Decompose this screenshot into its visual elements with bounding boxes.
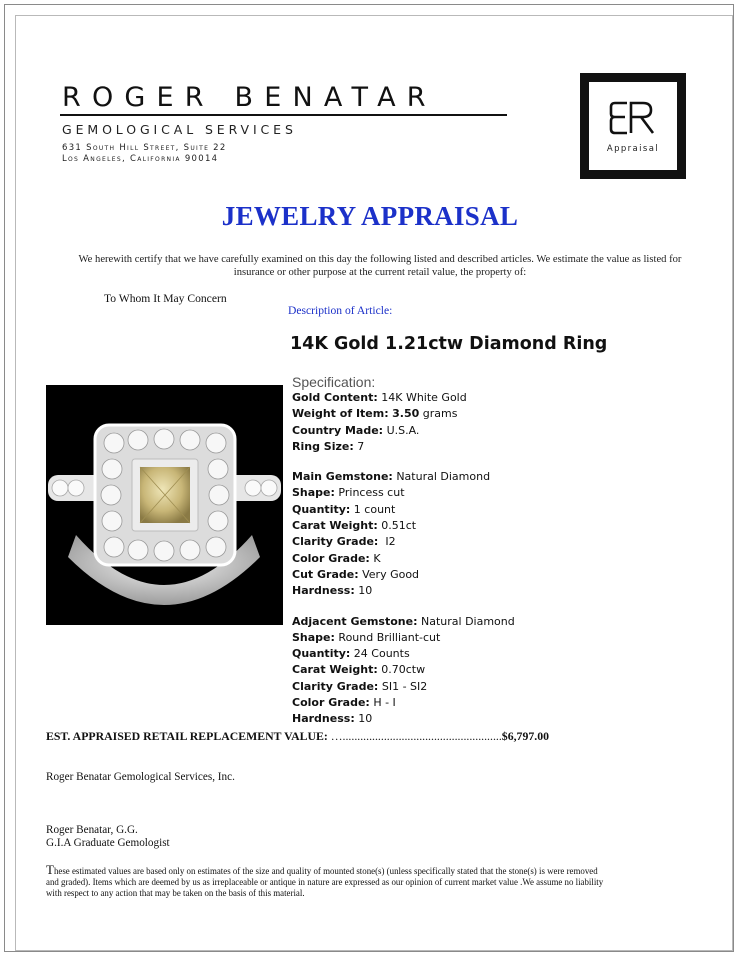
item-title: 14K Gold 1.21ctw Diamond Ring: [290, 334, 608, 354]
appraisal-logo: [580, 73, 686, 179]
ring-illustration: [46, 385, 283, 625]
spec-main-cut: Cut Grade: Very Good: [292, 567, 420, 581]
signature-company: Roger Benatar Gemological Services, Inc.: [46, 771, 235, 783]
specification-list: [292, 390, 515, 728]
company-subtitle: GEMOLOGICAL SERVICES: [62, 122, 297, 137]
spec-adjacent-hardness: Hardness: 10: [292, 712, 373, 726]
signer-block: [46, 824, 170, 850]
spec-gap: [292, 455, 515, 469]
spec-main-clarity: Clarity Grade: I2: [292, 535, 396, 549]
spec-main-shape: Shape: Princess cut: [292, 486, 405, 500]
description-label: Description of Article:: [288, 304, 393, 317]
disclaimer-initial: T: [46, 862, 54, 877]
recipient: To Whom It May Concern: [104, 292, 227, 305]
spec-gold-content: Gold Content: 14K White Gold: [292, 391, 467, 404]
spec-adjacent-gemstone: Adjacent Gemstone: Natural Diamond: [292, 614, 515, 628]
disclaimer-text: hese estimated values are based only on estimates of the size and quality of mounted stone(s) (unless specifically stated that the stone(s) is were removed and graded). Items which are deemed by us as irreplaceable or antique in nature are expressed as our opinion of current market value .We assume no liability with respect to any action that may be taken on the basis of this material.: [46, 866, 604, 899]
signer-title: G.I.A Graduate Gemologist: [46, 837, 170, 849]
diamond-ring-photo: [46, 385, 283, 625]
spec-main-gemstone: Main Gemstone: Natural Diamond: [292, 470, 491, 484]
spec-adjacent-carat: Carat Weight: 0.70ctw: [292, 663, 426, 677]
logo-inner-panel: [589, 82, 677, 170]
spec-adjacent-clarity: Clarity Grade: SI1 - SI2: [292, 679, 428, 693]
spec-adjacent-color: Color Grade: H - I: [292, 696, 396, 710]
logo-caption: Appraisal: [606, 144, 660, 154]
spec-adjacent-quantity: Quantity: 24 Counts: [292, 647, 410, 661]
spec-weight: Weight of Item: 3.50 grams: [292, 407, 458, 421]
spec-main-hardness: Hardness: 10: [292, 584, 373, 598]
disclaimer: [46, 864, 606, 900]
appraised-value-line: [46, 729, 549, 744]
appraised-value-leader: …......................................................: [330, 729, 502, 743]
address-line-2: Los Angeles, California 90014: [62, 154, 219, 164]
spec-gap: [292, 600, 515, 614]
header-divider: [60, 114, 507, 116]
appraised-value-label: EST. APPRAISED RETAIL REPLACEMENT VALUE:: [46, 729, 328, 743]
spec-main-color: Color Grade: K: [292, 551, 381, 565]
spec-adjacent-shape: Shape: Round Brilliant-cut: [292, 630, 441, 644]
certification-text: We herewith certify that we have carefully examined on this day the following listed and described articles. We estimate the value as listed for insurance or other purpose at the current retail value, the property of:: [78, 254, 682, 278]
spec-main-carat: Carat Weight: 0.51ct: [292, 519, 417, 533]
spec-country: Country Made: U.S.A.: [292, 423, 420, 437]
address-line-1: 631 South Hill Street, Suite 22: [62, 143, 227, 153]
br-monogram-icon: [609, 100, 657, 136]
spec-main-quantity: Quantity: 1 count: [292, 502, 396, 516]
company-address: [62, 143, 227, 165]
appraised-value-amount: $6,797.00: [501, 729, 549, 743]
specification-heading: Specification:: [292, 374, 376, 390]
company-name: ROGER BENATAR: [62, 82, 437, 113]
spec-ring-size: Ring Size: 7: [292, 439, 365, 453]
signer-name: Roger Benatar, G.G.: [46, 824, 138, 836]
document-title: JEWELRY APPRAISAL: [221, 201, 519, 231]
